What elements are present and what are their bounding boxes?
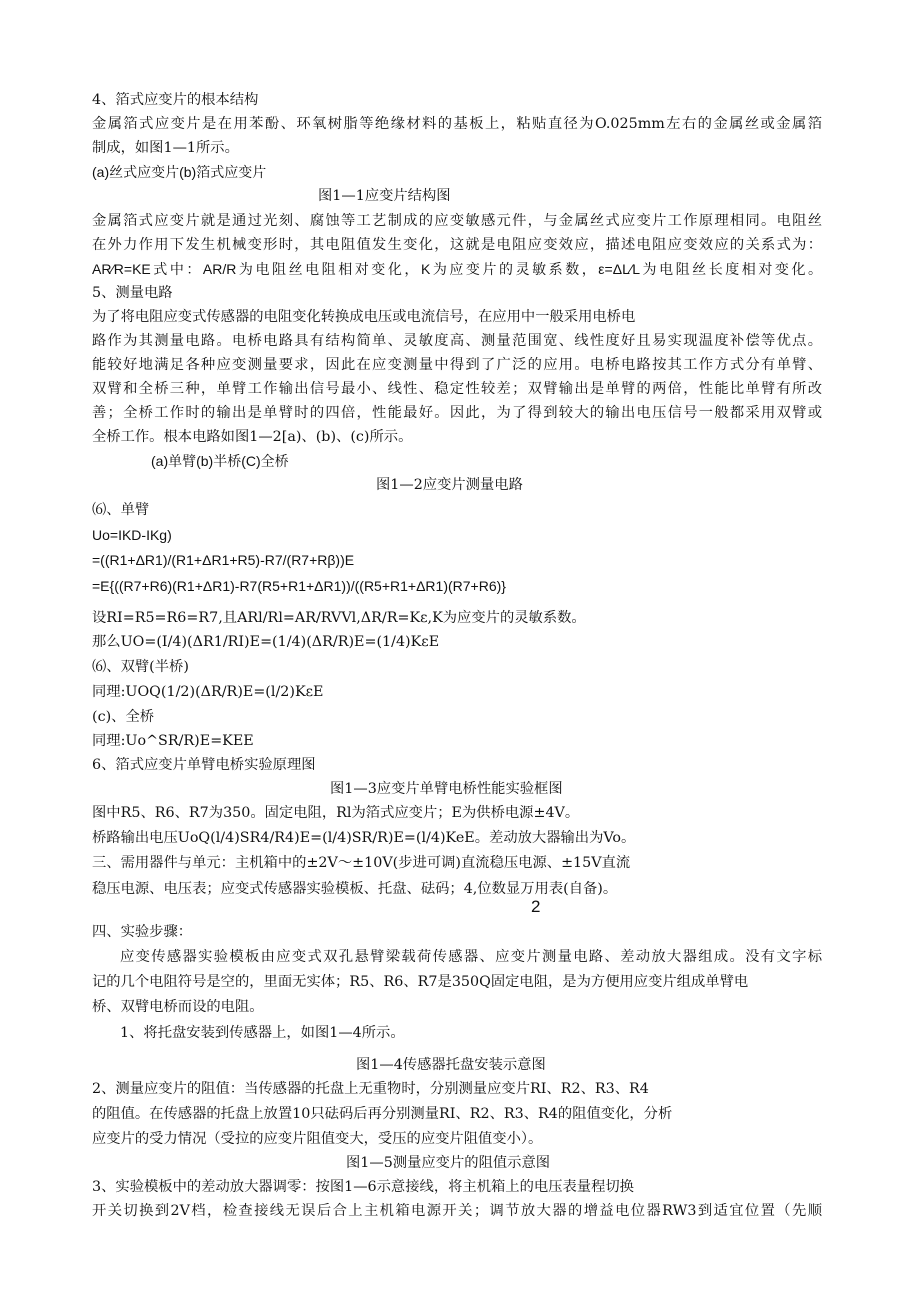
figure-sublabel: (a)单臂(b)半桥(C)全桥 — [151, 453, 289, 469]
page-number: 2 — [531, 897, 541, 916]
section-heading-experiment-steps: 四、实验步骤： — [92, 924, 193, 940]
paragraph-line: 金属箔式应变片就是通过光刻、腐蚀等工艺制成的应变敏感元件，与金属丝式应变片工作原理相同。电阻丝 — [92, 213, 822, 229]
paragraph-line: 能较好地满足各种应变测量要求，因此在应变测量中得到了广泛的应用。电桥电路按其工作方式分有单臂、 — [92, 357, 822, 373]
formula-line: 同理:UOQ(1/2)(ΔR∕R)E=(l∕2)KεE — [92, 684, 324, 700]
figure-caption-1-4: 图1—4传感器托盘安装示意图 — [356, 1057, 546, 1073]
subsection-single-arm: ⑹、单臂 — [92, 502, 150, 518]
formula-line: =E{((R7+R6)(R1+ΔR1)-R7(R5+R1+ΔR1))/((R5+R1+ΔR1)(R7+R6)} — [92, 578, 506, 594]
paragraph-line: 路作为其测量电路。电桥电路具有结构简单、灵敏度高、测量范围宽、线性度好且易实现温度补偿等优点。 — [92, 333, 822, 349]
figure-caption-1-3: 图1—3应变片单臂电桥性能实验框图 — [330, 781, 563, 797]
paragraph-line: 的阻值。在传感器的托盘上放置10只砝码后再分别测量RI、R2、R3、R4的阻值变化，分析 — [92, 1106, 673, 1122]
formula-line: Uo=IKD-IKg) — [92, 527, 172, 543]
step-1: 1、将托盘安装到传感器上，如图1—4所示。 — [120, 1025, 405, 1041]
section-heading-measuring-circuit: 5、测量电路 — [92, 285, 173, 301]
paragraph-line: 开关切换到2V档，检查接线无误后合上主机箱电源开关；调节放大器的增益电位器RW3到适宜位置（先顺 — [92, 1203, 822, 1219]
paragraph-line: 制成，如图1—1所示。 — [92, 140, 239, 156]
paragraph-line: 善；全桥工作时的输出是单臂时的四倍，性能最好。因此，为了得到较大的输出电压信号一般都采用双臂或 — [92, 405, 822, 421]
paragraph-line: 应变传感器实验模板由应变式双孔悬臂梁载荷传感器、应变片测量电路、差动放大器组成。没有文字标 — [120, 949, 822, 965]
step-3: 3、实验模板中的差动放大器调零：按图1—6示意接线，将主机箱上的电压表量程切换 — [92, 1179, 634, 1195]
figure-caption-1-5: 图1—5测量应变片的阻值示意图 — [346, 1155, 551, 1171]
formula-line: =((R1+ΔR1)/(R1+ΔR1+R5)-R7/(R7+Rβ))E — [92, 552, 355, 568]
figure-caption-1-1: 图1—1应变片结构图 — [318, 188, 451, 204]
paragraph-line: 桥、双臂电桥而设的电阻。 — [92, 999, 264, 1015]
subsection-half-bridge: ⑹、双臂(半桥) — [92, 659, 189, 675]
formula-line: 设RI=R5=R6=R7,且ARl/Rl=AR/RVVl,ΔR∕R=Kε,K为应变片的灵敏系数。 — [92, 610, 586, 626]
paragraph-line: 全桥工作。根本电路如图1—2[a)、(b)、(c)所示。 — [92, 429, 413, 445]
paragraph-line: 双臂和全桥三种，单臂工作输出信号最小、线性、稳定性较差；双臂输出是单臂的两倍，性能比单臂有所改 — [92, 381, 822, 397]
paragraph-line: 三、需用器件与单元：主机箱中的±2V〜±10V(步进可调)直流稳压电源、±15V直流 — [92, 855, 631, 871]
subsection-full-bridge: (c)、全桥 — [92, 709, 155, 725]
figure-sublabel: (a)丝式应变片(b)箔式应变片 — [92, 164, 267, 180]
section-heading-foil-gauge-structure: 4、箔式应变片的根本结构 — [92, 92, 259, 108]
formula-line: 那么UO=(I/4)(ΔR1/RI)E=(1/4)(ΔR/R)E=(1/4)KεE — [92, 634, 440, 650]
figure-caption-1-2: 图1—2应变片测量电路 — [376, 477, 523, 493]
paragraph-line: 为了将电阻应变式传感器的电阻变化转换成电压或电流信号，在应用中一般采用电桥电 — [92, 309, 636, 325]
paragraph-line: 桥路输出电压UoQ(l∕4)SR4∕R4)E=(l∕4)SR∕R)E=(l∕4)KeE。差动放大器输出为Vo。 — [92, 830, 636, 846]
section-heading-principle-diagram: 6、箔式应变片单臂电桥实验原理图 — [92, 757, 316, 773]
formula-line: 同理:Uo^SR/R)E=KEE — [92, 733, 254, 749]
paragraph-line: 金属箔式应变片是在用苯酚、环氧树脂等绝缘材料的基板上，粘贴直径为O.025mm左右的金属丝或金属箔 — [92, 116, 822, 132]
paragraph-line: 在外力作用下发生机械变形时，其电阻值发生变化，这就是电阻应变效应，描述电阻应变效应的关系式为： — [92, 237, 822, 253]
paragraph-line: 记的几个电阻符号是空的，里面无实体；R5、R6、R7是350Q固定电阻，是为方便用应变片组成单臂电 — [92, 974, 749, 990]
step-2: 2、测量应变片的阻值：当传感器的托盘上无重物时，分别测量应变片RI、R2、R3、R4 — [92, 1081, 649, 1097]
paragraph-line: 稳压电源、电压表；应变式传感器实验模板、托盘、砝码；4,位数显万用表(自备)。 — [92, 881, 618, 897]
paragraph-line: 图中R5、R6、R7为350。固定电阻，Rl为箔式应变片；E为供桥电源±4V。 — [92, 805, 580, 821]
formula-line: AR∕R=KE式中：AR/R为电阻丝电阻相对变化，K为应变片的灵敏系数，ε=ΔL∕L为电阻丝长度相对变化。 — [92, 261, 822, 277]
paragraph-line: 应变片的受力情况（受拉的应变片阻值变大，受压的应变片阻值变小）。 — [92, 1131, 543, 1147]
